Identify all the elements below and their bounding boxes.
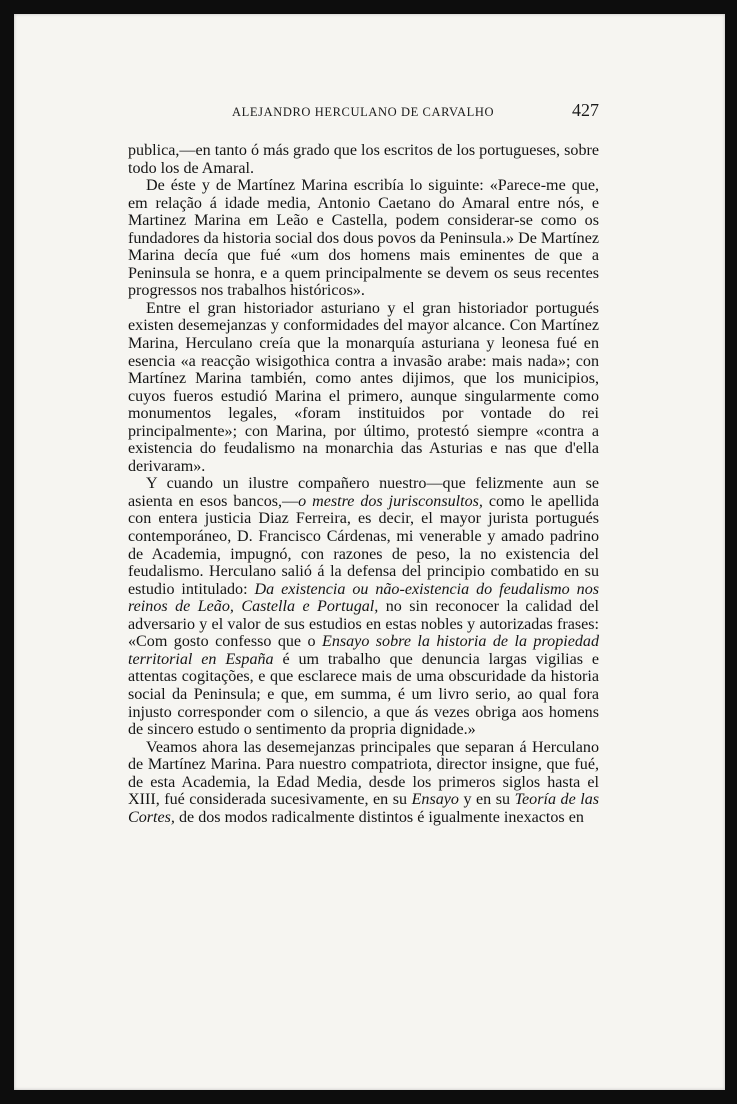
body-text — [128, 142, 599, 826]
paragraph: publica,—en tanto ó más grado que los escritos de los portugueses, sobre todo los de Amaral. — [128, 142, 599, 177]
paragraph — [128, 739, 599, 827]
italic-text-run: Ensayo sobre la historia de la propiedad territorial en España — [128, 633, 599, 668]
book-page — [14, 14, 725, 1090]
text-run: de dos modos radicalmente distintos é igualmente inexactos en — [174, 808, 584, 826]
page-number: 427 — [572, 100, 599, 120]
paragraph: De éste y de Martínez Marina escribía lo siguinte: «Parece-me que, em relação á idade media, Antonio Caetano do Amaral entre nós, e Martinez Marina em Leão e Castella, podem considerar-se como os fundadores da historia social dos dous povos da Peninsula.» De Martínez Marina decía que fué «um dos homens mais eminentes de que a Peninsula se honra, e a quem principalmente se devem os seus recentes progressos nos trabalhos históricos». — [128, 177, 599, 300]
paragraph — [128, 475, 599, 738]
text-run: y en su — [458, 791, 515, 809]
text-run: Y cuando un ilustre compañero nuestro—que felizmente aun se asienta en esos bancos,— — [128, 475, 599, 510]
italic-text-run: o mestre dos jurisconsultos, — [298, 492, 483, 510]
running-title: ALEJANDRO HERCULANO DE CARVALHO — [232, 105, 495, 119]
text-run: Veamos ahora las desemejanzas principales que separan á Herculano de Martínez Marina. Para nuestro compatriota, director insigne, que fué, de esta Academia, la Edad Media, desde los primeros siglos hasta el XIII, fué considerada sucesivamente, en su — [128, 738, 599, 809]
text-run: é um trabalho que denuncia largas vigilias e attentas cogitações, e que esclarece mais de uma obscuridade da historia social da Peninsula; e que, em summa, é um livro serio, ao qual fora injusto corresponder com o silencio, a que ás vezes obriga aos homens de sincero estudo o sentimento da propria dignidade.» — [128, 650, 599, 739]
paragraph: Entre el gran historiador asturiano y el gran historiador portugués existen desemejanzas y conformidades del mayor alcance. Con Martínez Marina, Herculano creía que la monarquía asturiana y leonesa fué en esencia «a reacção wisigothica contra a invasão arabe: mais nada»; con Martínez Marina también, como antes dijimos, que los municipios, cuyos fueros estudió Marina el primero, aunque singularmente como monumentos legales, «foram instituidos por vontade do rei principalmente»; con Marina, por último, protestó siempre «contra a existencia do feudalismo na monarchia das Asturias e nas que d'ella derivaram». — [128, 299, 599, 475]
italic-text-run: Da existencia ou não-existencia do feudalismo nos reinos de Leão, Castella e Portugal, — [128, 580, 599, 616]
text-run: como le apellida con entera justicia Diaz Ferreira, es decir, el mayor jurista portugués contemporáneo, D. Francisco Cárdenas, mi venerable y amado padrino de Academia, impugnó, con razones de peso, la no existencia del feudalismo. Herculano salió á la defensa del principio combatido en su estudio intitulado: — [128, 492, 599, 598]
text-run: no sin reconocer la calidad del adversario y el valor de sus estudios en estas nobles y autorizadas frases: «Com gosto confesso que o — [128, 598, 599, 651]
italic-text-run: Teoría de las Cortes, — [128, 791, 600, 826]
italic-text-run: Ensayo — [411, 791, 459, 809]
